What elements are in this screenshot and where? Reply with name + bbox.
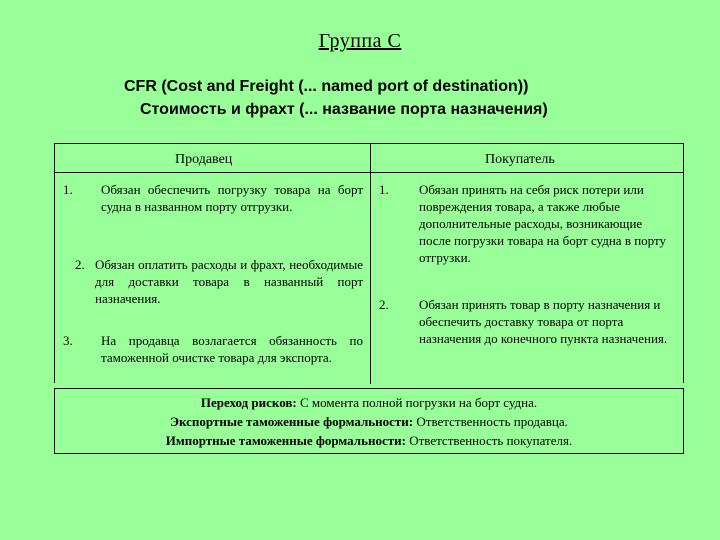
seller-item-2-num: 2. bbox=[75, 257, 85, 272]
seller-item-2-text: Обязан оплатить расходы и фрахт, необходимые для доставки товара в названный порт назначения. bbox=[95, 257, 363, 306]
term-english: CFR (Cost and Freight (... named port of destination)) bbox=[124, 78, 529, 95]
export-formalities-line bbox=[55, 412, 683, 431]
buyer-item-1-text: Обязан принять на себя риск потери или повреждения товара, а также любые дополнительные расходы, возникающие после погрузки товара на борт судна в порту отгрузки. bbox=[419, 182, 667, 265]
export-formalities-label: Экспортные таможенные формальности: bbox=[170, 414, 414, 429]
risk-transfer-label: Переход рисков: bbox=[200, 395, 297, 410]
seller-header: Продавец bbox=[175, 152, 233, 167]
term-russian: Стоимость и фрахт (... название порта назначения) bbox=[140, 101, 548, 118]
seller-item-1-num: 1. bbox=[63, 182, 73, 197]
seller-item-3-text: На продавца возлагается обязанность по таможенной очистке товара для экспорта. bbox=[101, 333, 363, 365]
page-title: Группа С bbox=[318, 30, 402, 52]
column-divider bbox=[370, 144, 371, 384]
table-header-row bbox=[55, 144, 683, 173]
buyer-item-1-num: 1. bbox=[379, 182, 389, 197]
import-formalities-value: Ответственность покупателя. bbox=[405, 433, 573, 448]
risk-transfer-line bbox=[55, 393, 683, 412]
export-formalities-value: Ответственность продавца. bbox=[413, 414, 568, 429]
seller-item-3-num: 3. bbox=[63, 333, 73, 348]
buyer-item-2-num: 2. bbox=[379, 297, 389, 312]
summary-box bbox=[54, 388, 684, 454]
buyer-item-2-text: Обязан принять товар в порту назначения и обеспечить доставку товара от порта назначения до конечного пункта назначения. bbox=[419, 297, 668, 346]
import-formalities-label: Импортные таможенные формальности: bbox=[165, 433, 406, 448]
risk-transfer-value: С момента полной погрузки на борт судна. bbox=[296, 395, 538, 410]
seller-item-1-text: Обязан обеспечить погрузку товара на борт судна в названном порту отгрузки. bbox=[101, 182, 363, 214]
import-formalities-line bbox=[55, 431, 683, 450]
buyer-header: Покупатель bbox=[485, 152, 555, 167]
obligations-table bbox=[54, 143, 684, 383]
